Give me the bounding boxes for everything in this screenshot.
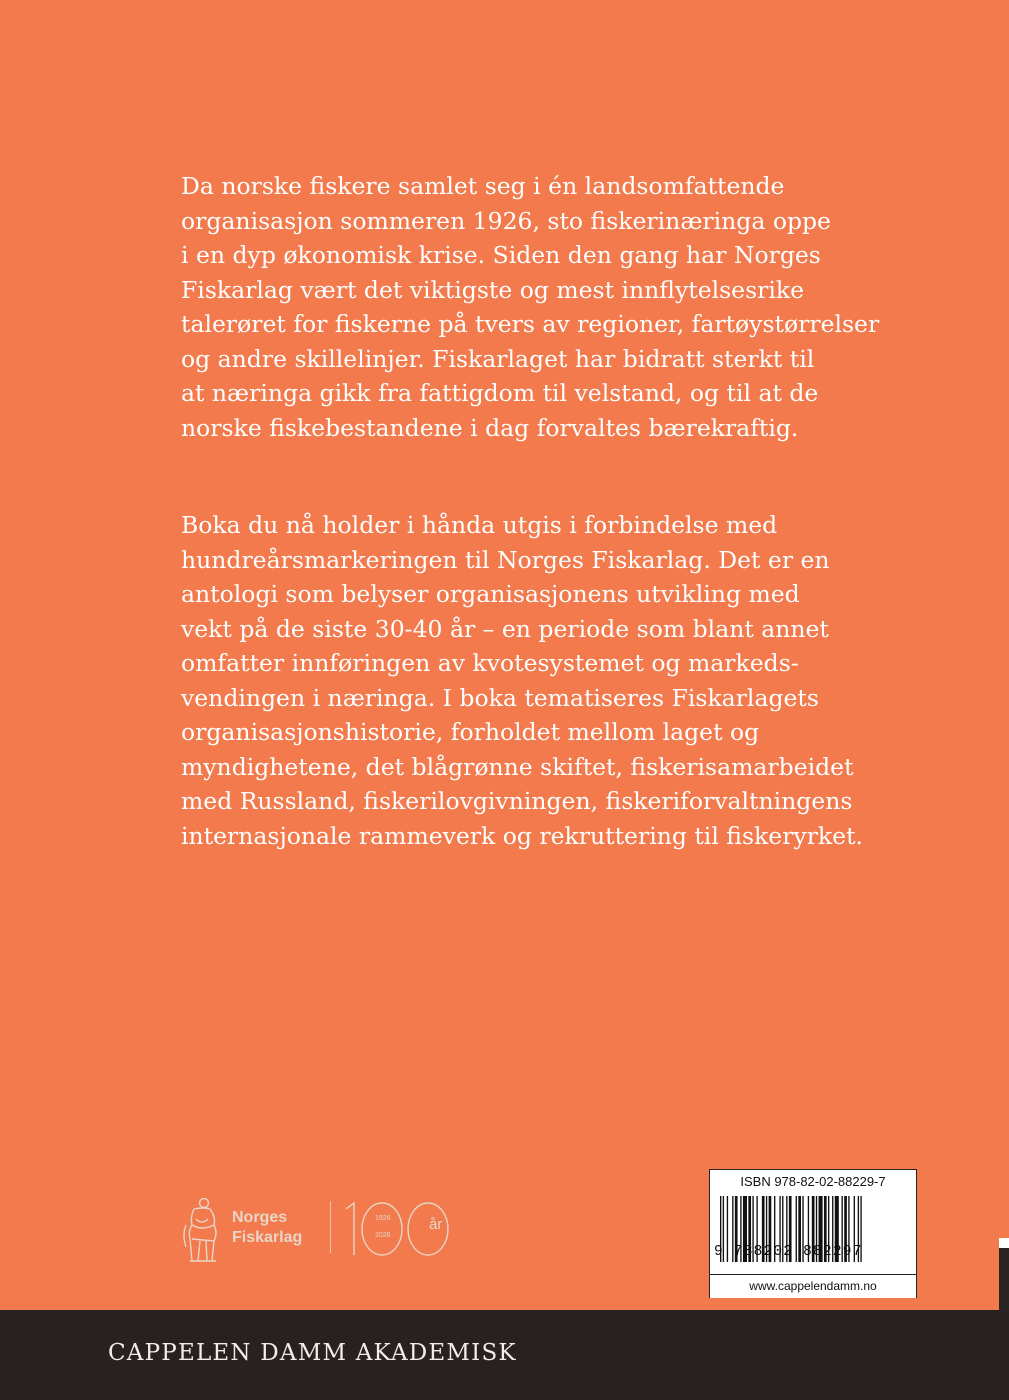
- text-line: vekt på de siste 30-40 år – en periode som blant annet: [181, 614, 829, 643]
- text-line: organisasjon sommeren 1926, sto fiskerinæringa oppe: [181, 206, 831, 235]
- publisher-url: www.cappelendamm.no: [710, 1274, 916, 1298]
- description-paragraph-2: [181, 508, 863, 853]
- text-line: i en dyp økonomisk krise. Siden den gang har Norges: [181, 241, 821, 269]
- text-line: og andre skillelinjer. Fiskarlaget har bidratt sterkt til: [181, 344, 815, 373]
- text-line: norske fiskebestandene i dag forvaltes bærekraftig.: [181, 413, 799, 442]
- text-line: myndighetene, det blågrønne skiftet, fiskerisamarbeidet: [181, 752, 854, 781]
- text-line: Boka du nå holder i hånda utgis i forbindelse med: [181, 511, 778, 539]
- barcode-digits: 9 788202 882297: [714, 1244, 863, 1260]
- publisher-name: CAPPELEN DAMM AKADEMISK: [108, 1340, 517, 1366]
- fisherman-figure-icon: [180, 1195, 224, 1265]
- text-line: Fiskarlag vært det viktigste og mest innflytelsesrike: [181, 275, 805, 304]
- text-line: vendingen i næringa. I boka tematiseres Fiskarlagets: [181, 683, 819, 712]
- text-line: internasjonale rammeverk og rekruttering til fiskeryrket.: [181, 821, 863, 850]
- logo-year-end: 2026: [375, 1232, 391, 1239]
- text-line: at næringa gikk fra fattigdom til velstand, og til at de: [181, 379, 819, 407]
- logo-name-line-1: Norges: [232, 1209, 288, 1226]
- text-line: med Russland, fiskerilovgivningen, fiskeriforvaltningens: [181, 787, 853, 815]
- logo-year-start: 1926: [375, 1215, 391, 1222]
- text-line: antologi som belyser organisasjonens utvikling med: [181, 580, 800, 608]
- logo-divider: [330, 1201, 331, 1253]
- norges-fiskarlag-logo: [180, 1195, 480, 1265]
- logo-ar: år: [429, 1216, 443, 1233]
- logo-wordmark: [232, 1208, 302, 1248]
- text-line: talerøret for fiskerne på tvers av regioner, fartøystørrelser: [181, 310, 880, 338]
- text-line: organisasjonshistorie, forholdet mellom laget og: [181, 718, 760, 746]
- isbn-number: ISBN 978-82-02-88229-7: [740, 1174, 886, 1189]
- hundred-years-mark: [342, 1199, 462, 1259]
- text-line: omfatter innføringen av kvotesystemet og markeds-: [181, 649, 799, 677]
- logo-name-line-2: Fiskarlag: [232, 1229, 303, 1246]
- publisher-footer: [0, 1310, 1009, 1400]
- crop-mark-light: [999, 1238, 1009, 1248]
- text-line: Da norske fiskere samlet seg i én landsomfattende: [181, 172, 785, 200]
- description-paragraph-1: [181, 169, 880, 445]
- crop-mark: [999, 1238, 1009, 1310]
- text-line: hundreårsmarkeringen til Norges Fiskarlag. Det er en: [181, 545, 830, 574]
- isbn-barcode: [709, 1169, 917, 1298]
